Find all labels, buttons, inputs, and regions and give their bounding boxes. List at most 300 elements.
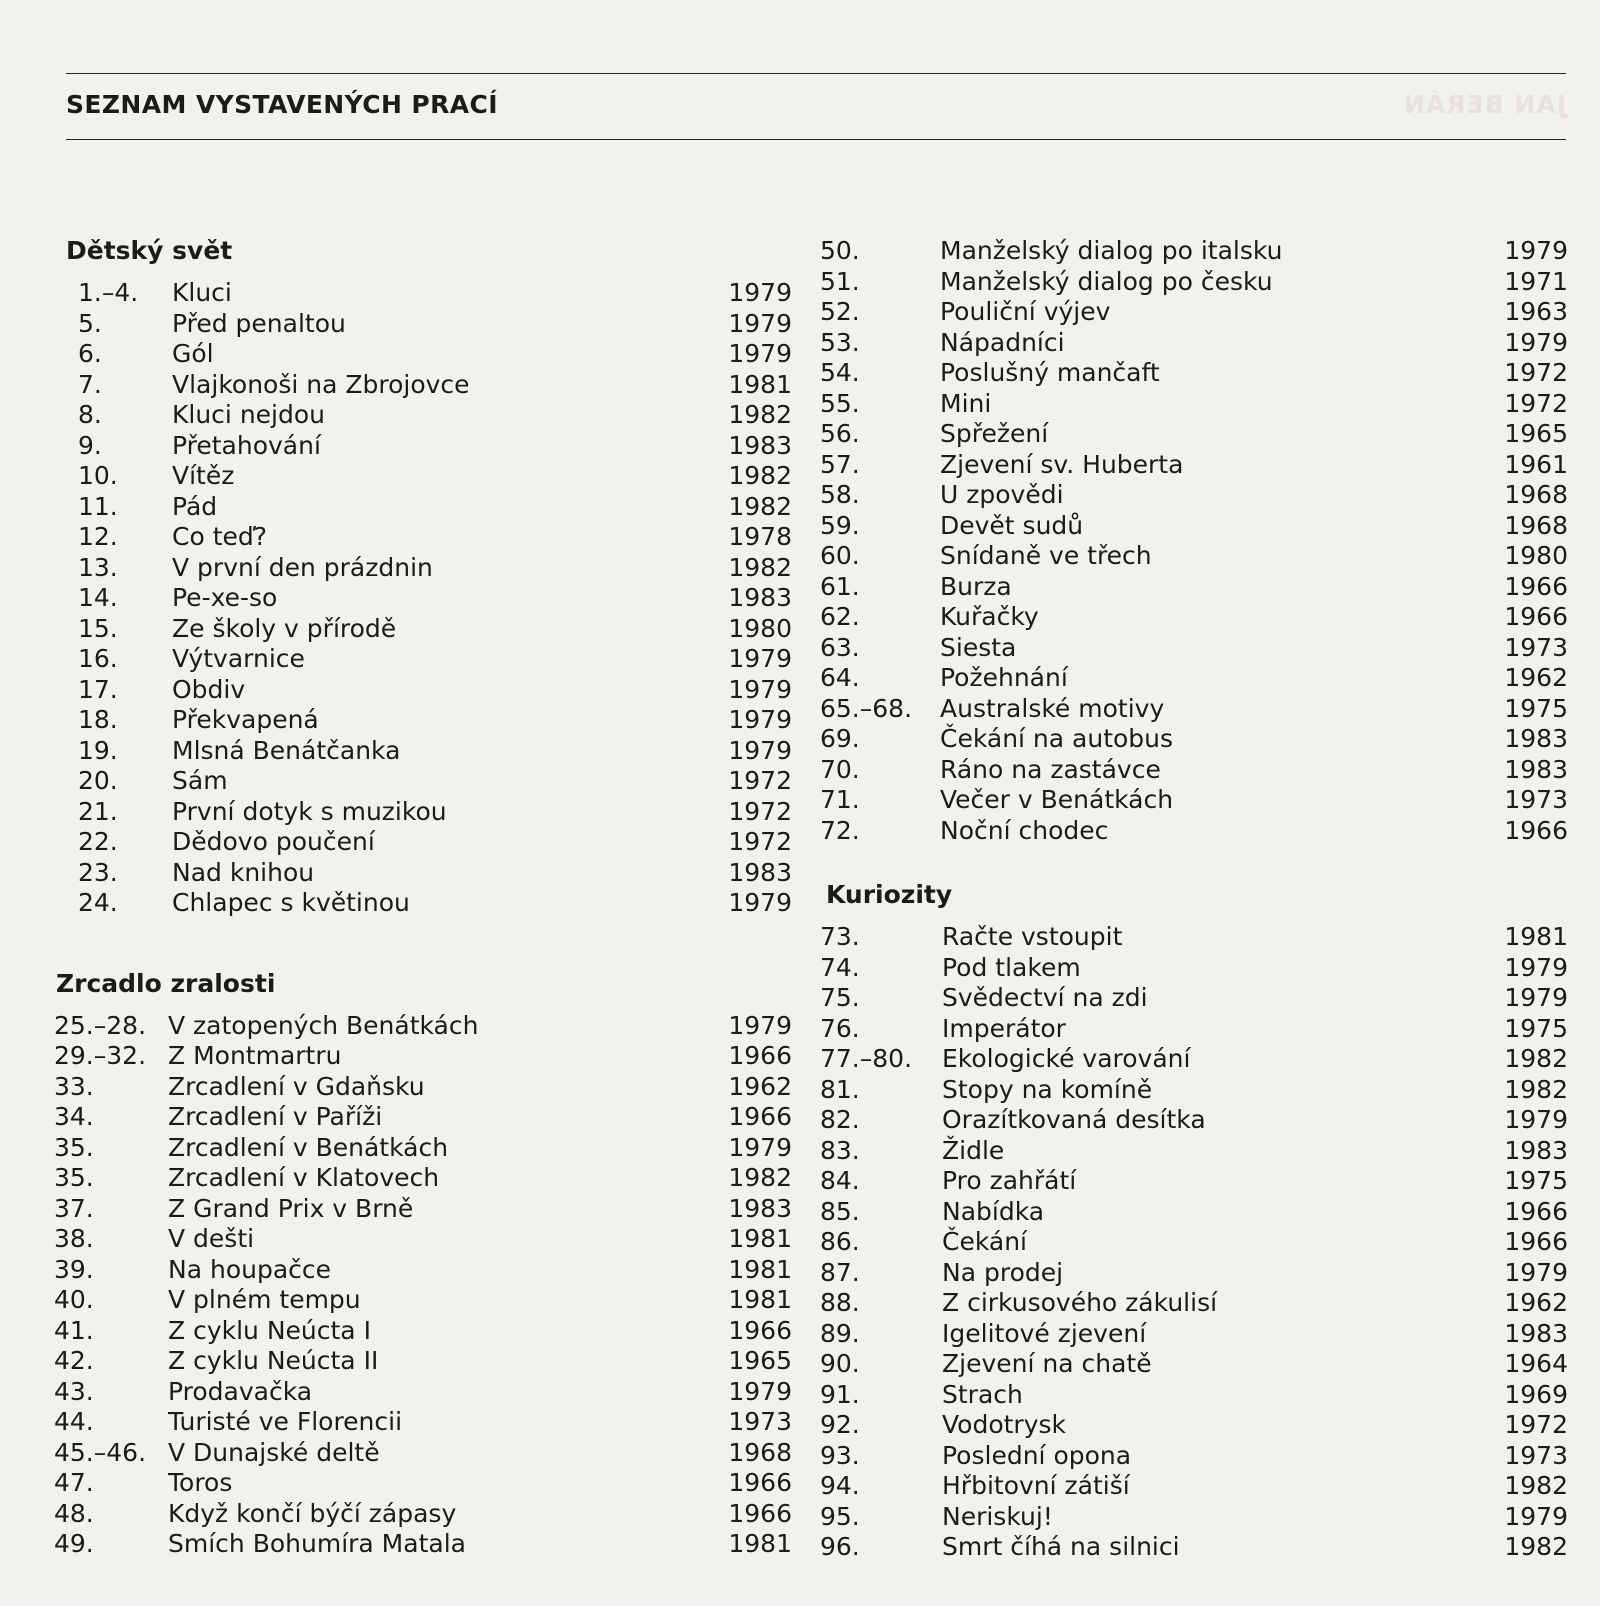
work-entry (52, 1011, 792, 1042)
work-entry (820, 389, 1568, 420)
work-entry (820, 1044, 1568, 1075)
work-entry (52, 1407, 792, 1438)
work-entry (52, 1499, 792, 1530)
work-year: 1983 (728, 1193, 792, 1223)
work-title: Zrcadlení v Paříži (168, 1102, 383, 1131)
work-title: Poslušný mančaft (940, 358, 1160, 387)
work-year: 1981 (728, 1224, 792, 1253)
work-number: 24. (78, 888, 118, 917)
work-entry (52, 797, 792, 828)
work-title: Spřežení (940, 419, 1049, 448)
work-number: 94. (820, 1471, 860, 1500)
page-title: SEZNAM VYSTAVENÝCH PRACÍ (66, 90, 498, 119)
work-year: 1982 (1504, 1471, 1568, 1500)
work-title: Přetahování (172, 430, 321, 460)
work-entry (52, 461, 792, 492)
work-number: 87. (820, 1257, 860, 1287)
work-year: 1972 (728, 827, 792, 856)
work-entry (52, 736, 792, 767)
work-entry (820, 1136, 1568, 1167)
work-number: 35. (54, 1163, 94, 1192)
work-year: 1979 (728, 888, 792, 917)
work-title: Před penaltou (172, 308, 346, 338)
work-number: 90. (820, 1349, 860, 1378)
work-title: Zjevení sv. Huberta (940, 449, 1184, 479)
work-year: 1966 (1504, 602, 1568, 631)
work-title: Smích Bohumíra Matala (168, 1529, 466, 1558)
work-title: Račte vstoupit (942, 922, 1123, 951)
work-title: Prodavačka (168, 1376, 313, 1406)
work-number: 58. (820, 480, 860, 509)
work-entry (820, 602, 1568, 633)
work-entry (820, 953, 1568, 984)
work-entry (820, 1441, 1568, 1472)
work-title: Překvapená (172, 705, 319, 734)
work-number: 10. (78, 461, 118, 490)
work-title: Na houpačce (168, 1254, 332, 1284)
work-number: 65.–68. (820, 693, 913, 723)
work-number: 14. (78, 583, 118, 612)
work-entry (52, 1041, 792, 1072)
work-number: 41. (54, 1315, 94, 1345)
work-number: 23. (78, 857, 118, 887)
work-year: 1975 (1504, 1166, 1568, 1195)
work-number: 88. (820, 1288, 860, 1317)
work-number: 63. (820, 632, 860, 662)
work-entry (820, 511, 1568, 542)
work-entry (820, 663, 1568, 694)
work-entry (52, 1224, 792, 1255)
work-title: Stopy na komíně (942, 1074, 1153, 1104)
work-entry (820, 1288, 1568, 1319)
work-title: Čekání (942, 1227, 1027, 1256)
work-year: 1978 (728, 522, 792, 551)
work-title: Vodotrysk (942, 1410, 1066, 1439)
work-title: Z Grand Prix v Brně (168, 1193, 414, 1223)
work-title: Sám (172, 766, 228, 795)
work-year: 1979 (728, 339, 792, 368)
work-entry (820, 1410, 1568, 1441)
work-number: 52. (820, 297, 860, 326)
work-title: V dešti (168, 1224, 255, 1253)
work-number: 85. (820, 1196, 860, 1226)
work-entry (52, 1285, 792, 1316)
work-title: Devět sudů (940, 510, 1084, 540)
works-list-detsky-svet (52, 278, 792, 919)
work-year: 1982 (728, 1163, 792, 1192)
work-number: 33. (54, 1071, 94, 1101)
work-title: Neriskuj! (942, 1501, 1053, 1531)
work-entry (820, 983, 1568, 1014)
work-title: Svědectví na zdi (942, 983, 1148, 1012)
work-year: 1982 (728, 552, 792, 582)
work-year: 1982 (1504, 1074, 1568, 1104)
work-number: 22. (78, 827, 118, 856)
work-number: 64. (820, 663, 860, 692)
work-year: 1966 (1504, 571, 1568, 601)
work-year: 1966 (1504, 1196, 1568, 1226)
work-entry (52, 1163, 792, 1194)
work-year: 1979 (1504, 952, 1568, 982)
work-entry (52, 553, 792, 584)
work-entry (820, 922, 1568, 953)
work-number: 74. (820, 952, 860, 982)
work-title: První dotyk s muzikou (172, 796, 447, 826)
work-entry (820, 1166, 1568, 1197)
work-entry (52, 339, 792, 370)
work-year: 1983 (1504, 1318, 1568, 1348)
work-year: 1968 (1504, 510, 1568, 540)
work-number: 21. (78, 796, 118, 826)
work-title: Pád (172, 491, 218, 521)
work-entry (52, 1072, 792, 1103)
work-entry (52, 492, 792, 523)
work-entry (52, 1255, 792, 1286)
work-title: Snídaně ve třech (940, 541, 1152, 570)
work-entry (820, 1349, 1568, 1380)
work-entry (52, 766, 792, 797)
work-year: 1965 (728, 1346, 792, 1375)
work-title: V plném tempu (168, 1285, 361, 1314)
work-title: Kluci (172, 278, 232, 307)
work-entry (52, 278, 792, 309)
work-entry (820, 480, 1568, 511)
work-year: 1971 (1504, 266, 1568, 296)
work-title: Strach (942, 1379, 1023, 1409)
work-title: Z cyklu Neúcta I (168, 1315, 371, 1345)
work-year: 1979 (728, 1132, 792, 1162)
work-year: 1975 (1504, 1013, 1568, 1043)
work-title: Ráno na zastávce (940, 754, 1161, 784)
work-year: 1979 (1504, 236, 1568, 265)
work-number: 59. (820, 510, 860, 540)
work-entry (52, 644, 792, 675)
work-title: Burza (940, 571, 1012, 601)
work-year: 1972 (1504, 358, 1568, 387)
work-entry (820, 1319, 1568, 1350)
work-entry (820, 572, 1568, 603)
work-title: Obdiv (172, 674, 246, 704)
work-entry (52, 1133, 792, 1164)
work-title: V Dunajské deltě (168, 1437, 380, 1467)
work-entry (52, 1529, 792, 1560)
work-entry (820, 785, 1568, 816)
work-year: 1983 (728, 430, 792, 460)
work-entry (52, 827, 792, 858)
works-list-zrcadlo-zralosti (52, 1011, 792, 1560)
work-year: 1966 (728, 1041, 792, 1070)
work-title: Z cyklu Neúcta II (168, 1346, 379, 1375)
work-number: 38. (54, 1224, 94, 1253)
work-year: 1972 (1504, 388, 1568, 418)
work-number: 43. (54, 1376, 94, 1406)
work-year: 1979 (728, 1010, 792, 1040)
work-title: Zrcadlení v Klatovech (168, 1163, 440, 1192)
work-year: 1981 (1504, 922, 1568, 951)
work-number: 57. (820, 449, 860, 479)
section-heading-zrcadlo-zralosti: Zrcadlo zralosti (56, 968, 276, 998)
work-number: 83. (820, 1135, 860, 1165)
work-entry (820, 724, 1568, 755)
work-year: 1973 (1504, 785, 1568, 814)
work-entry (820, 450, 1568, 481)
work-number: 49. (54, 1529, 94, 1558)
work-year: 1966 (728, 1315, 792, 1345)
work-entry (820, 328, 1568, 359)
work-number: 16. (78, 644, 118, 673)
work-number: 9. (78, 430, 102, 460)
work-title: Pro zahřátí (942, 1166, 1077, 1195)
work-entry (52, 614, 792, 645)
work-year: 1962 (1504, 1288, 1568, 1317)
work-title: Zrcadlení v Gdaňsku (168, 1071, 425, 1101)
work-year: 1966 (1504, 1227, 1568, 1256)
work-year: 1972 (728, 796, 792, 826)
work-number: 7. (78, 369, 102, 399)
work-title: Siesta (940, 632, 1017, 662)
work-title: Mini (940, 388, 992, 418)
work-title: Mlsná Benátčanka (172, 735, 401, 765)
work-year: 1968 (1504, 480, 1568, 509)
work-entry (52, 705, 792, 736)
work-entry (820, 1532, 1568, 1563)
work-title: Gól (172, 339, 214, 368)
work-number: 95. (820, 1501, 860, 1531)
work-number: 75. (820, 983, 860, 1012)
work-title: Vlajkonoši na Zbrojovce (172, 369, 470, 399)
works-list-zrcadlo-zralosti-continued (820, 236, 1568, 846)
work-year: 1973 (1504, 632, 1568, 662)
work-year: 1979 (728, 308, 792, 338)
work-number: 89. (820, 1318, 860, 1348)
work-year: 1979 (728, 735, 792, 765)
work-number: 40. (54, 1285, 94, 1314)
work-entry (52, 1194, 792, 1225)
work-year: 1983 (728, 583, 792, 612)
work-entry (820, 755, 1568, 786)
work-title: Toros (168, 1468, 233, 1497)
work-entry (820, 267, 1568, 298)
work-entry (52, 400, 792, 431)
work-title: Požehnání (940, 663, 1068, 692)
work-number: 84. (820, 1166, 860, 1195)
work-entry (52, 1438, 792, 1469)
work-year: 1973 (728, 1407, 792, 1436)
work-title: Pe-xe-so (172, 583, 278, 612)
work-title: Co teď? (172, 522, 268, 551)
work-entry (52, 1102, 792, 1133)
work-number: 15. (78, 613, 118, 643)
work-number: 13. (78, 552, 118, 582)
work-number: 77.–80. (820, 1044, 913, 1073)
work-title: Chlapec s květinou (172, 888, 410, 917)
work-entry (820, 1258, 1568, 1289)
work-number: 29.–32. (54, 1041, 147, 1070)
work-title: Nápadníci (940, 327, 1065, 357)
works-list-kuriozity (820, 922, 1568, 1563)
work-number: 76. (820, 1013, 860, 1043)
work-entry (52, 1346, 792, 1377)
work-entry (820, 1197, 1568, 1228)
work-year: 1966 (728, 1498, 792, 1528)
work-number: 25.–28. (54, 1010, 147, 1040)
work-title: Kuřačky (940, 602, 1039, 631)
work-number: 54. (820, 358, 860, 387)
work-number: 93. (820, 1440, 860, 1470)
work-title: Pod tlakem (942, 952, 1081, 982)
work-title: Z Montmartru (168, 1041, 342, 1070)
work-year: 1981 (728, 1529, 792, 1558)
work-number: 82. (820, 1105, 860, 1134)
work-entry (52, 583, 792, 614)
work-year: 1961 (1504, 449, 1568, 479)
work-title: Vítěz (172, 461, 235, 490)
work-number: 61. (820, 571, 860, 601)
work-title: Zrcadlení v Benátkách (168, 1132, 449, 1162)
work-number: 69. (820, 724, 860, 753)
work-number: 18. (78, 705, 118, 734)
work-title: Manželský dialog po italsku (940, 236, 1283, 265)
work-title: Pouliční výjev (940, 297, 1111, 326)
work-entry (820, 1014, 1568, 1045)
work-year: 1979 (728, 644, 792, 673)
work-year: 1968 (728, 1437, 792, 1467)
work-title: Nad knihou (172, 857, 315, 887)
work-number: 92. (820, 1410, 860, 1439)
work-year: 1973 (1504, 1440, 1568, 1470)
work-year: 1982 (1504, 1044, 1568, 1073)
work-number: 96. (820, 1532, 860, 1561)
right-column (820, 236, 1568, 1563)
work-number: 19. (78, 735, 118, 765)
work-title: Židle (942, 1135, 1005, 1165)
work-entry (820, 236, 1568, 267)
work-year: 1979 (1504, 983, 1568, 1012)
work-entry (52, 1377, 792, 1408)
work-entry (820, 1380, 1568, 1411)
work-number: 62. (820, 602, 860, 631)
show-through-text: JAN BERÁN (1403, 90, 1566, 119)
work-number: 71. (820, 785, 860, 814)
work-entry (820, 633, 1568, 664)
work-entry (820, 816, 1568, 847)
work-entry (820, 1227, 1568, 1258)
work-number: 17. (78, 674, 118, 704)
work-number: 73. (820, 922, 860, 951)
work-number: 50. (820, 236, 860, 265)
work-number: 37. (54, 1193, 94, 1223)
work-number: 60. (820, 541, 860, 570)
work-number: 8. (78, 400, 102, 429)
work-title: Ze školy v přírodě (172, 613, 397, 643)
work-title: Igelitové zjevení (942, 1318, 1147, 1348)
work-title: Ekologické varování (942, 1044, 1191, 1073)
work-year: 1979 (1504, 1257, 1568, 1287)
work-number: 5. (78, 308, 102, 338)
work-entry (52, 309, 792, 340)
work-entry (820, 541, 1568, 572)
work-title: V první den prázdnin (172, 552, 433, 582)
work-title: Když končí býčí zápasy (168, 1498, 457, 1528)
work-number: 39. (54, 1254, 94, 1284)
work-title: Hřbitovní zátiší (942, 1471, 1130, 1500)
work-title: U zpovědi (940, 480, 1064, 509)
work-entry (52, 431, 792, 462)
section-heading-kuriozity: Kuriozity (826, 880, 953, 909)
work-year: 1982 (728, 461, 792, 490)
work-entry (820, 1502, 1568, 1533)
work-year: 1964 (1504, 1349, 1568, 1378)
work-year: 1969 (1504, 1379, 1568, 1409)
work-number: 12. (78, 522, 118, 551)
work-title: V zatopených Benátkách (168, 1010, 479, 1040)
work-number: 11. (78, 491, 118, 521)
work-number: 56. (820, 419, 860, 448)
work-year: 1972 (1504, 1410, 1568, 1439)
work-title: Poslední opona (942, 1440, 1132, 1470)
work-number: 55. (820, 388, 860, 418)
work-number: 47. (54, 1468, 94, 1497)
work-number: 35. (54, 1132, 94, 1162)
work-year: 1975 (1504, 693, 1568, 723)
work-title: Na prodej (942, 1257, 1064, 1287)
work-year: 1965 (1504, 419, 1568, 448)
work-year: 1979 (728, 674, 792, 704)
bottom-rule (66, 139, 1566, 140)
work-year: 1979 (1504, 1501, 1568, 1531)
work-year: 1981 (728, 369, 792, 399)
work-year: 1966 (728, 1468, 792, 1497)
work-title: Australské motivy (940, 693, 1165, 723)
work-title: Turisté ve Florencii (168, 1407, 403, 1436)
work-number: 70. (820, 754, 860, 784)
work-year: 1982 (728, 400, 792, 429)
work-title: Noční chodec (940, 815, 1109, 845)
work-year: 1980 (1504, 541, 1568, 570)
work-entry (52, 370, 792, 401)
work-year: 1981 (728, 1285, 792, 1314)
work-title: Čekání na autobus (940, 724, 1174, 753)
work-number: 81. (820, 1074, 860, 1104)
work-number: 53. (820, 327, 860, 357)
work-year: 1979 (728, 1376, 792, 1406)
work-year: 1979 (728, 705, 792, 734)
work-entry (52, 522, 792, 553)
work-year: 1962 (728, 1071, 792, 1101)
work-title: Dědovo poučení (172, 827, 375, 856)
work-year: 1979 (1504, 327, 1568, 357)
work-entry (52, 1316, 792, 1347)
work-entry (52, 675, 792, 706)
work-year: 1983 (1504, 754, 1568, 784)
work-title: Orazítkovaná desítka (942, 1105, 1206, 1134)
work-title: Zjevení na chatě (942, 1349, 1152, 1378)
work-title: Imperátor (942, 1013, 1066, 1043)
work-number: 86. (820, 1227, 860, 1256)
work-year: 1983 (1504, 724, 1568, 753)
work-number: 51. (820, 266, 860, 296)
work-entry (52, 858, 792, 889)
work-year: 1982 (728, 491, 792, 521)
work-year: 1972 (728, 766, 792, 795)
work-entry (820, 1075, 1568, 1106)
work-year: 1963 (1504, 297, 1568, 326)
top-rule (66, 73, 1566, 74)
work-number: 42. (54, 1346, 94, 1375)
work-title: Manželský dialog po česku (940, 266, 1273, 296)
left-column (52, 236, 792, 1560)
work-year: 1981 (728, 1254, 792, 1284)
